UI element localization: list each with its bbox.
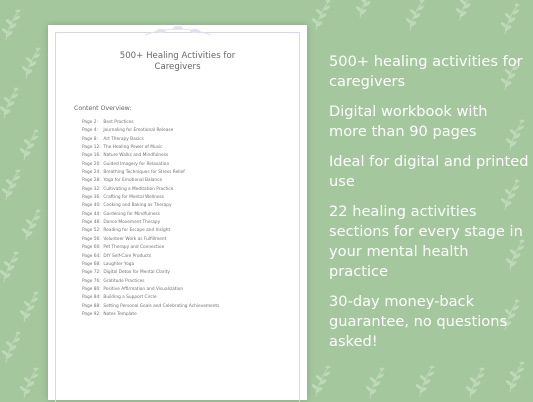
toc-item: Page 88: Setting Personal Goals and Celebrating Achievements	[82, 303, 220, 309]
toc-item: Page 24: Breathing Techniques for Stress Relief	[82, 170, 185, 176]
toc-item: Page 60: Pet Therapy and Connection	[82, 245, 165, 251]
toc-item: Page 52: Reading for Escape and Insight	[82, 228, 171, 234]
page-title: 500+ Healing Activities for Caregivers	[119, 51, 236, 72]
feature-item: 500+ healing activities for caregivers	[329, 53, 523, 90]
toc-item: Page 12: The Healing Power of Music	[82, 145, 163, 151]
feature-item: Ideal for digital and printed use	[329, 153, 529, 190]
feature-item: 22 healing activities sections for every stage in your mental health practice	[329, 203, 523, 280]
toc-item: Page 28: Yoga for Emotional Balance	[82, 178, 163, 184]
toc-item: Page 40: Cooking and Baking as Therapy	[82, 203, 172, 209]
toc-item: Page 32: Cultivating a Meditation Practice	[82, 186, 174, 192]
feature-item: 30-day money-back guarantee, no questions asked!	[329, 293, 508, 350]
toc-item: Page 4: Journaling for Emotional Release	[82, 128, 174, 134]
toc-item: Page 80: Positive Affirmation and Visualization	[82, 286, 184, 292]
feature-list	[329, 52, 529, 362]
workbook-page-preview	[48, 25, 307, 400]
toc-item: Page 76: Gratitude Practices	[82, 278, 145, 284]
toc-item: Page 2: Best Practices	[82, 120, 134, 125]
toc-item: Page 92: Notes Template	[82, 311, 137, 317]
toc-item: Page 72: Digital Detox for Mental Clarity	[82, 270, 170, 276]
toc-item: Page 44: Gardening for Mindfulness	[82, 211, 161, 217]
toc-item: Page 8: Art Therapy Basics	[82, 136, 144, 142]
toc-item: Page 16: Nature Walks and Mindfulness	[82, 153, 169, 159]
toc-item: Page 84: Building a Support Circle	[82, 295, 157, 301]
toc-item: Page 56: Volunteer Work as Fulfillment	[82, 236, 167, 242]
toc-item: Page 68: Laughter Yoga	[82, 261, 135, 267]
table-of-contents	[82, 119, 219, 319]
toc-item: Page 36: Crafting for Mental Wellness	[82, 195, 165, 201]
leaf-corner-icon	[143, 25, 213, 39]
feature-item: Digital workbook with more than 90 pages	[329, 103, 488, 140]
toc-item: Page 20: Guided Imagery for Relaxation	[82, 161, 170, 167]
toc-item: Page 64: DIY Self-Care Products	[82, 253, 152, 259]
toc-item: Page 48: Dance Movement Therapy	[82, 220, 161, 226]
content-overview-heading: Content Overview:	[74, 105, 132, 112]
